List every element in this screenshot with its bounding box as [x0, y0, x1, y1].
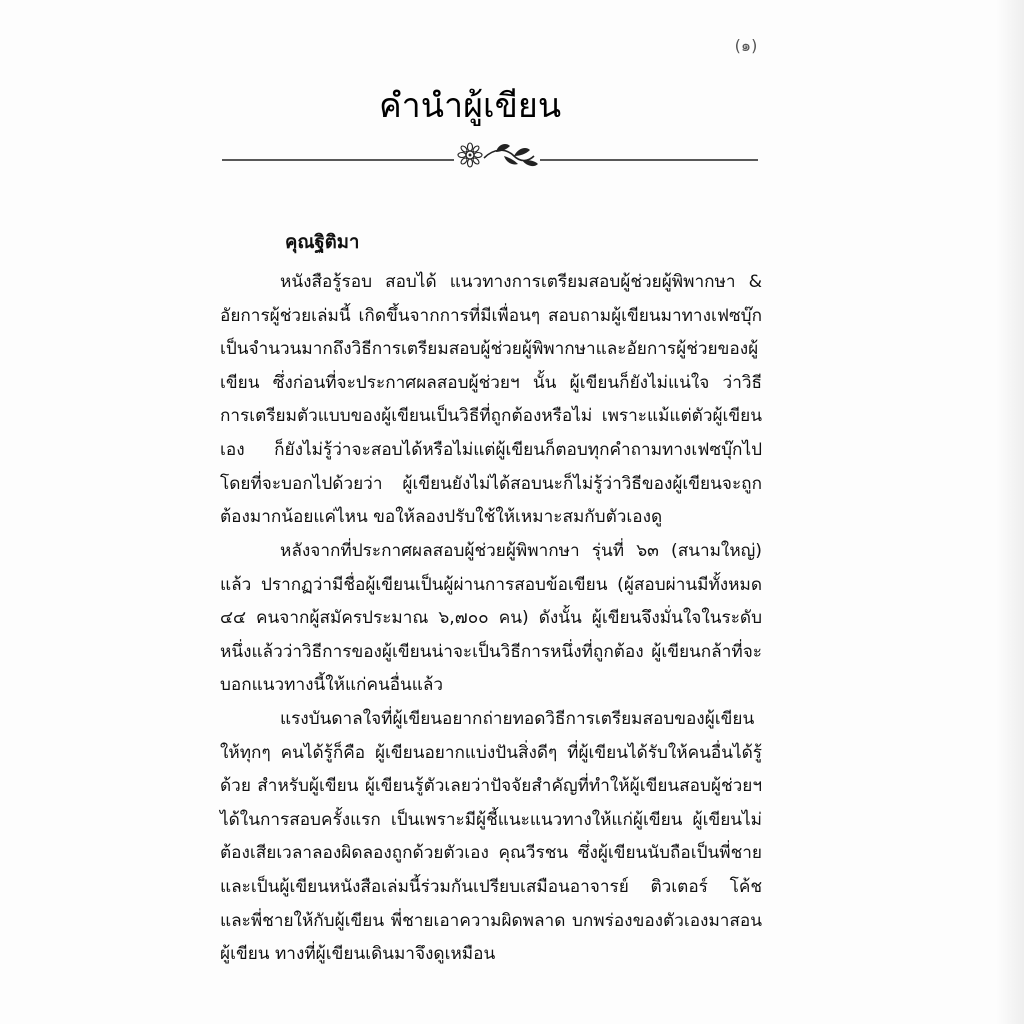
flower-vine-divider-icon: [222, 138, 758, 174]
page-number: (๑): [734, 36, 758, 55]
paragraph-3: แรงบันดาลใจที่ผู้เขียนอยากถ่ายทอดวิธีการเตรียมสอบของผู้เขียนให้ทุกๆ คนได้รู้ก็คือ ผู้เขียนอยากแบ่งปันสิ่งดีๆ ที่ผู้เขียนได้รับให้คนอื่นได้รู้ด้วย สำหรับผู้เขียน ผู้เขียนรู้ตัวเลยว่าปัจจัยสำคัญที่ทำให้ผู้เขียนสอบผู้ช่วยฯ ได้ในการสอบครั้งแรก เป็นเพราะมีผู้ชี้แนะแนวทางให้แก่ผู้เขียน ผู้เขียนไม่ต้องเสียเวลาลองผิดลองถูกด้วยตัวเอง คุณวีรชน ซึ่งผู้เขียนนับถือเป็นพี่ชายและเป็นผู้เขียนหนังสือเล่มนี้ร่วมกันเปรียบเสมือนอาจารย์ ติวเตอร์ โค้ช และพี่ชายให้กับผู้เขียน พี่ชายเอาความผิดพลาด บกพร่องของตัวเองมาสอนผู้เขียน ทางที่ผู้เขียนเดินมาจึงดูเหมือน: [220, 709, 762, 965]
page-title: คำนำผู้เขียน: [378, 86, 562, 126]
paragraph-2: หลังจากที่ประกาศผลสอบผู้ช่วยผู้พิพากษา รุ่นที่ ๖๓ (สนามใหญ่) แล้ว ปรากฏว่ามีชื่อผู้เขียนเป็นผู้ผ่านการสอบข้อเขียน (ผู้สอบผ่านมีทั้งหมด ๔๔ คนจากผู้สมัครประมาณ ๖,๗๐๐ คน) ดังนั้น ผู้เขียนจึงมั่นใจในระดับหนึ่งแล้วว่าวิธีการของผู้เขียนน่าจะเป็นวิธีการหนึ่งที่ถูกต้อง ผู้เขียนกล้าที่จะบอกแนวทางนี้ให้แก่คนอื่นแล้ว: [220, 541, 762, 696]
section-heading: คุณฐิติมา: [285, 232, 360, 253]
paragraph-1: หนังสือรู้รอบ สอบได้ แนวทางการเตรียมสอบผู้ช่วยผู้พิพากษา & อัยการผู้ช่วยเล่มนี้ เกิดขึ้นจากการที่มีเพื่อนๆ สอบถามผู้เขียนมาทางเฟซบุ๊กเป็นจำนวนมากถึงวิธีการเตรียมสอบผู้ช่วยผู้พิพากษาและอัยการผู้ช่วยของผู้เขียน ซึ่งก่อนที่จะประกาศผลสอบผู้ช่วยฯ นั้น ผู้เขียนก็ยังไม่แน่ใจ ว่าวิธีการเตรียมตัวแบบของผู้เขียนเป็นวิธีที่ถูกต้องหรือไม่ เพราะแม้แต่ตัวผู้เขียนเอง ก็ยังไม่รู้ว่าจะสอบได้หรือไม่แต่ผู้เขียนก็ตอบทุกคำถามทางเฟซบุ๊กไป โดยที่จะบอกไปด้วยว่า ผู้เขียนยังไม่ได้สอบนะก็ไม่รู้ว่าวิธีของผู้เขียนจะถูกต้องมากน้อยแค่ไหน ขอให้ลองปรับใช้ให้เหมาะสมกับตัวเองดู: [220, 272, 762, 528]
page-edge-shadow: [996, 0, 1024, 1024]
